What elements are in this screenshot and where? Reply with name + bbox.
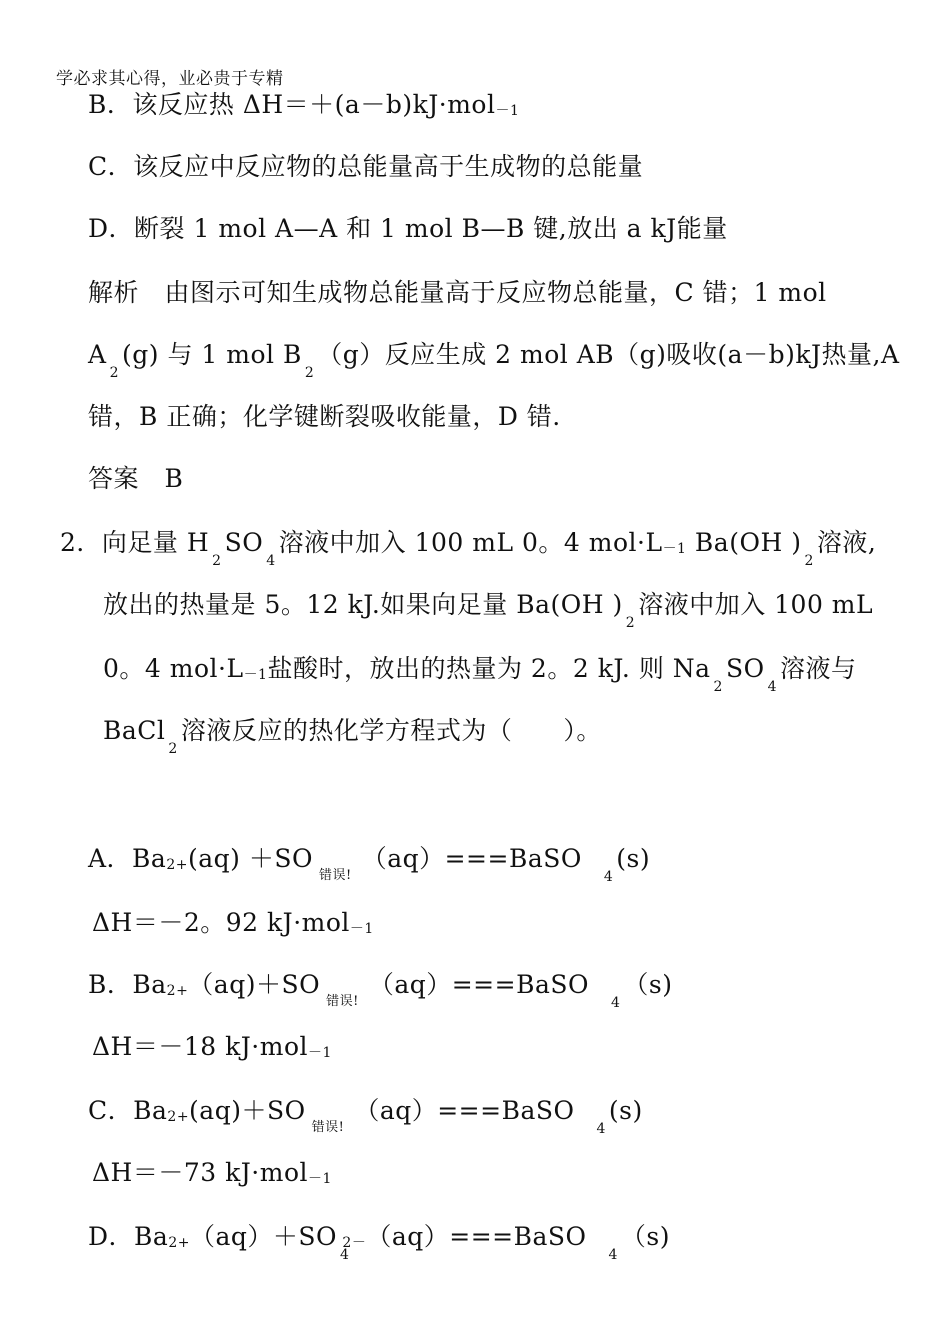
q2-option-a: A．$Ba2+(aq) +SO_{错误!}(aq)===BaSO_4(s)$ — [88, 844, 651, 885]
q1-solution-line1: 解析 由图示可知生成物总能量高于反应物总能量，C 错；1 mol — [88, 278, 827, 307]
page-header: 学必求其心得，业必贵于专精 — [56, 69, 284, 89]
q2-stem-line1: 2．向足量 $H_2SO_4$溶液中加入 100 mL 0。4 mol·L－1 Ba(OH )$_2$溶液, — [60, 528, 877, 569]
q2-option-b-dh: ΔH＝－18 kJ·mol－1 — [92, 1032, 332, 1061]
q1-solution-line3: 错，B 正确；化学键断裂吸收能量，D 错. — [88, 402, 561, 431]
q2-stem-line4: BaCl$_2$溶液反应的热化学方程式为（ ）。 — [103, 716, 602, 757]
q1-option-c: C．该反应中反应物的总能量高于生成物的总能量 — [88, 152, 644, 181]
q2-option-b: B．$Ba2+(aq)+SO_{错误!}(aq)===BaSO_4(s)$ — [88, 970, 673, 1011]
q2-stem-line3: 0。4 mol·L－1盐酸时，放出的热量为 2。2 kJ. 则 $Na_2SO_4$溶液与 — [103, 654, 857, 695]
q1-option-d: D．断裂 1 mol A—A 和 1 mol B—B 键,放出 a kJ能量 — [88, 214, 728, 243]
q2-option-c-dh: ΔH＝－73 kJ·mol－1 — [92, 1158, 332, 1187]
q1-solution-line2: $A_2(g)$ 与 1 mol $B_2(g)$反应生成 2 mol AB（g)吸收(a－b)kJ热量,A — [88, 340, 900, 381]
q1-answer: 答案 B — [88, 464, 184, 493]
q2-option-c: C．$Ba2+(aq)+SO_{错误!}(aq)===BaSO_4(s)$ — [88, 1096, 643, 1137]
q2-option-a-dh: ΔH＝－2。92 kJ·mol－1 — [92, 908, 374, 937]
q1-option-b: B．该反应热 ΔH＝＋(a－b)kJ·mol－1 — [88, 90, 520, 119]
q2-option-d: D．$Ba2+(aq)+SO_42-(aq)===BaSO_4(s)$ — [88, 1222, 671, 1263]
q2-stem-line2: 放出的热量是 5。12 kJ.如果向足量 Ba(OH )$_2$溶液中加入 100 mL — [103, 590, 874, 631]
